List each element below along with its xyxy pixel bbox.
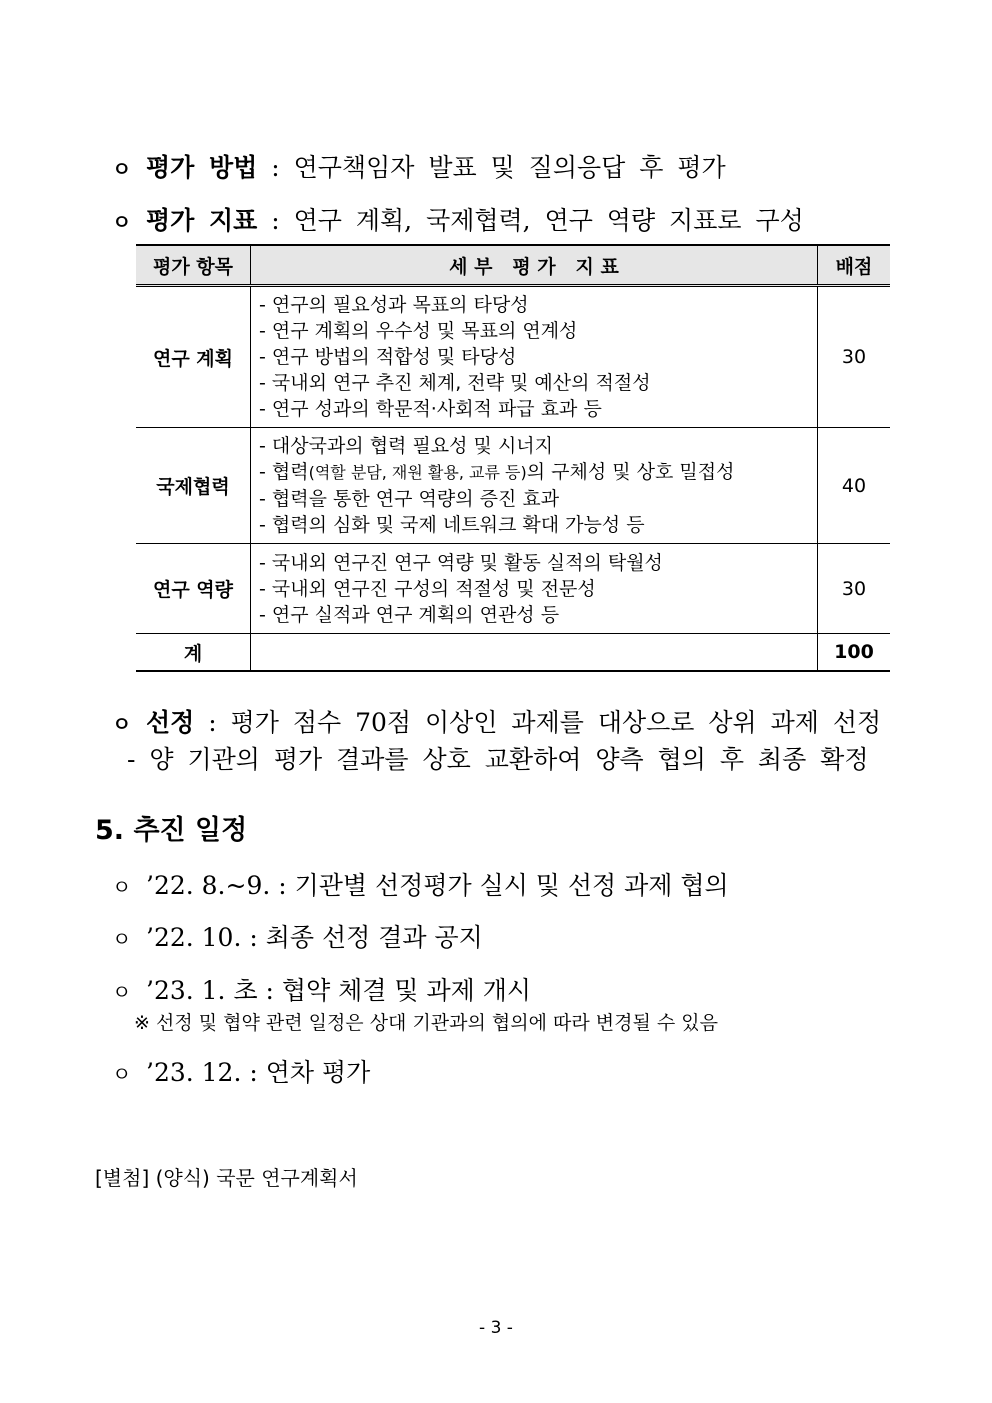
bullet-evaluation-index (112, 201, 804, 237)
selection-sub: - 양 기관의 평가 결과를 상호 교환하여 양측 협의 후 최종 확정 (127, 745, 869, 774)
detail-line: - 대상국과의 협력 필요성 및 시너지 (259, 435, 554, 457)
schedule-item (112, 971, 531, 1007)
header-score: 배점 (818, 245, 891, 286)
detail-line: - 협력의 심화 및 국제 네트워크 확대 가능성 등 (259, 514, 645, 536)
bullet-label: 평가 지표 (146, 206, 258, 235)
schedule-text: ’23. 1. 초 : 협약 체결 및 과제 개시 (146, 976, 532, 1005)
bullet-text: : 연구책임자 발표 및 질의응답 후 평가 (257, 153, 726, 182)
row-score: 30 (818, 544, 891, 634)
schedule-note: ※ 선정 및 협약 관련 일정은 상대 기관과의 협의에 따라 변경될 수 있음 (134, 1012, 718, 1034)
attachment-line: [별첨] (양식) 국문 연구계획서 (95, 1166, 358, 1190)
evaluation-table (136, 244, 890, 672)
schedule-item (112, 1053, 370, 1089)
bullet-circle-icon: ㅇ (112, 980, 132, 1004)
row-item: 연구 계획 (136, 286, 251, 428)
bullet-text: : 연구 계획, 국제협력, 연구 역량 지표로 구성 (257, 206, 804, 235)
total-label: 계 (136, 634, 251, 672)
total-score: 100 (818, 634, 891, 672)
bullet-circle-icon: ㅇ (112, 157, 132, 181)
table-row (136, 286, 890, 428)
bullet-evaluation-method (112, 148, 726, 184)
table-header-row (136, 245, 890, 286)
bullet-label: 선정 (146, 708, 195, 737)
detail-line: - 연구 성과의 학문적·사회적 파급 효과 등 (259, 398, 602, 420)
bullet-label: 평가 방법 (146, 153, 258, 182)
detail-line: - 국내외 연구진 구성의 적절성 및 전문성 (259, 577, 596, 600)
bullet-circle-icon: ㅇ (112, 712, 132, 736)
row-item: 국제협력 (136, 428, 251, 544)
schedule-text: ’23. 12. : 연차 평가 (146, 1058, 371, 1087)
bullet-circle-icon: ㅇ (112, 927, 132, 951)
total-empty (251, 634, 818, 672)
row-details (251, 544, 818, 634)
detail-line: - 연구 실적과 연구 계획의 연관성 등 (259, 603, 560, 626)
table-row (136, 428, 890, 544)
bullet-circle-icon: ㅇ (112, 1062, 132, 1086)
section-title: 5. 추진 일정 (95, 815, 248, 846)
detail-line: - 국내외 연구진 연구 역량 및 활동 실적의 탁월성 (259, 551, 663, 574)
bullet-text: : 평가 점수 70점 이상인 과제를 대상으로 상위 과제 선정 (194, 708, 882, 737)
schedule-item (112, 866, 729, 902)
schedule-text: ’22. 8.~9. : 기관별 선정평가 실시 및 선정 과제 협의 (146, 871, 729, 900)
bullet-circle-icon: ㅇ (112, 875, 132, 899)
detail-line: - 연구 계획의 우수성 및 목표의 연계성 (259, 320, 578, 342)
row-details (251, 428, 818, 544)
detail-line: - 협력을 통한 연구 역량의 증진 효과 (259, 488, 560, 510)
row-score: 30 (818, 286, 891, 428)
bullet-selection (112, 703, 881, 739)
schedule-text: ’22. 10. : 최종 선정 결과 공지 (146, 923, 483, 952)
detail-line: - 국내외 연구 추진 체계, 전략 및 예산의 적절성 (259, 372, 651, 394)
detail-line-mixed (259, 459, 817, 486)
header-details: 세 부 평 가 지 표 (251, 245, 818, 286)
bullet-circle-icon: ㅇ (112, 210, 132, 234)
header-item: 평가 항목 (136, 245, 251, 286)
detail-part: 의 구체성 및 상호 밀접성 (526, 461, 735, 483)
table-row (136, 544, 890, 634)
row-item: 연구 역량 (136, 544, 251, 634)
detail-line: - 연구의 필요성과 목표의 타당성 (259, 294, 529, 316)
detail-line: - 연구 방법의 적합성 및 타당성 (259, 346, 517, 368)
schedule-item (112, 918, 483, 954)
table-total-row (136, 634, 890, 672)
page-number: - 3 - (479, 1318, 513, 1338)
row-score: 40 (818, 428, 891, 544)
row-details (251, 286, 818, 428)
detail-part-small: (역할 분담, 재원 활용, 교류 등) (308, 463, 527, 482)
detail-part: - 협력 (259, 461, 309, 483)
